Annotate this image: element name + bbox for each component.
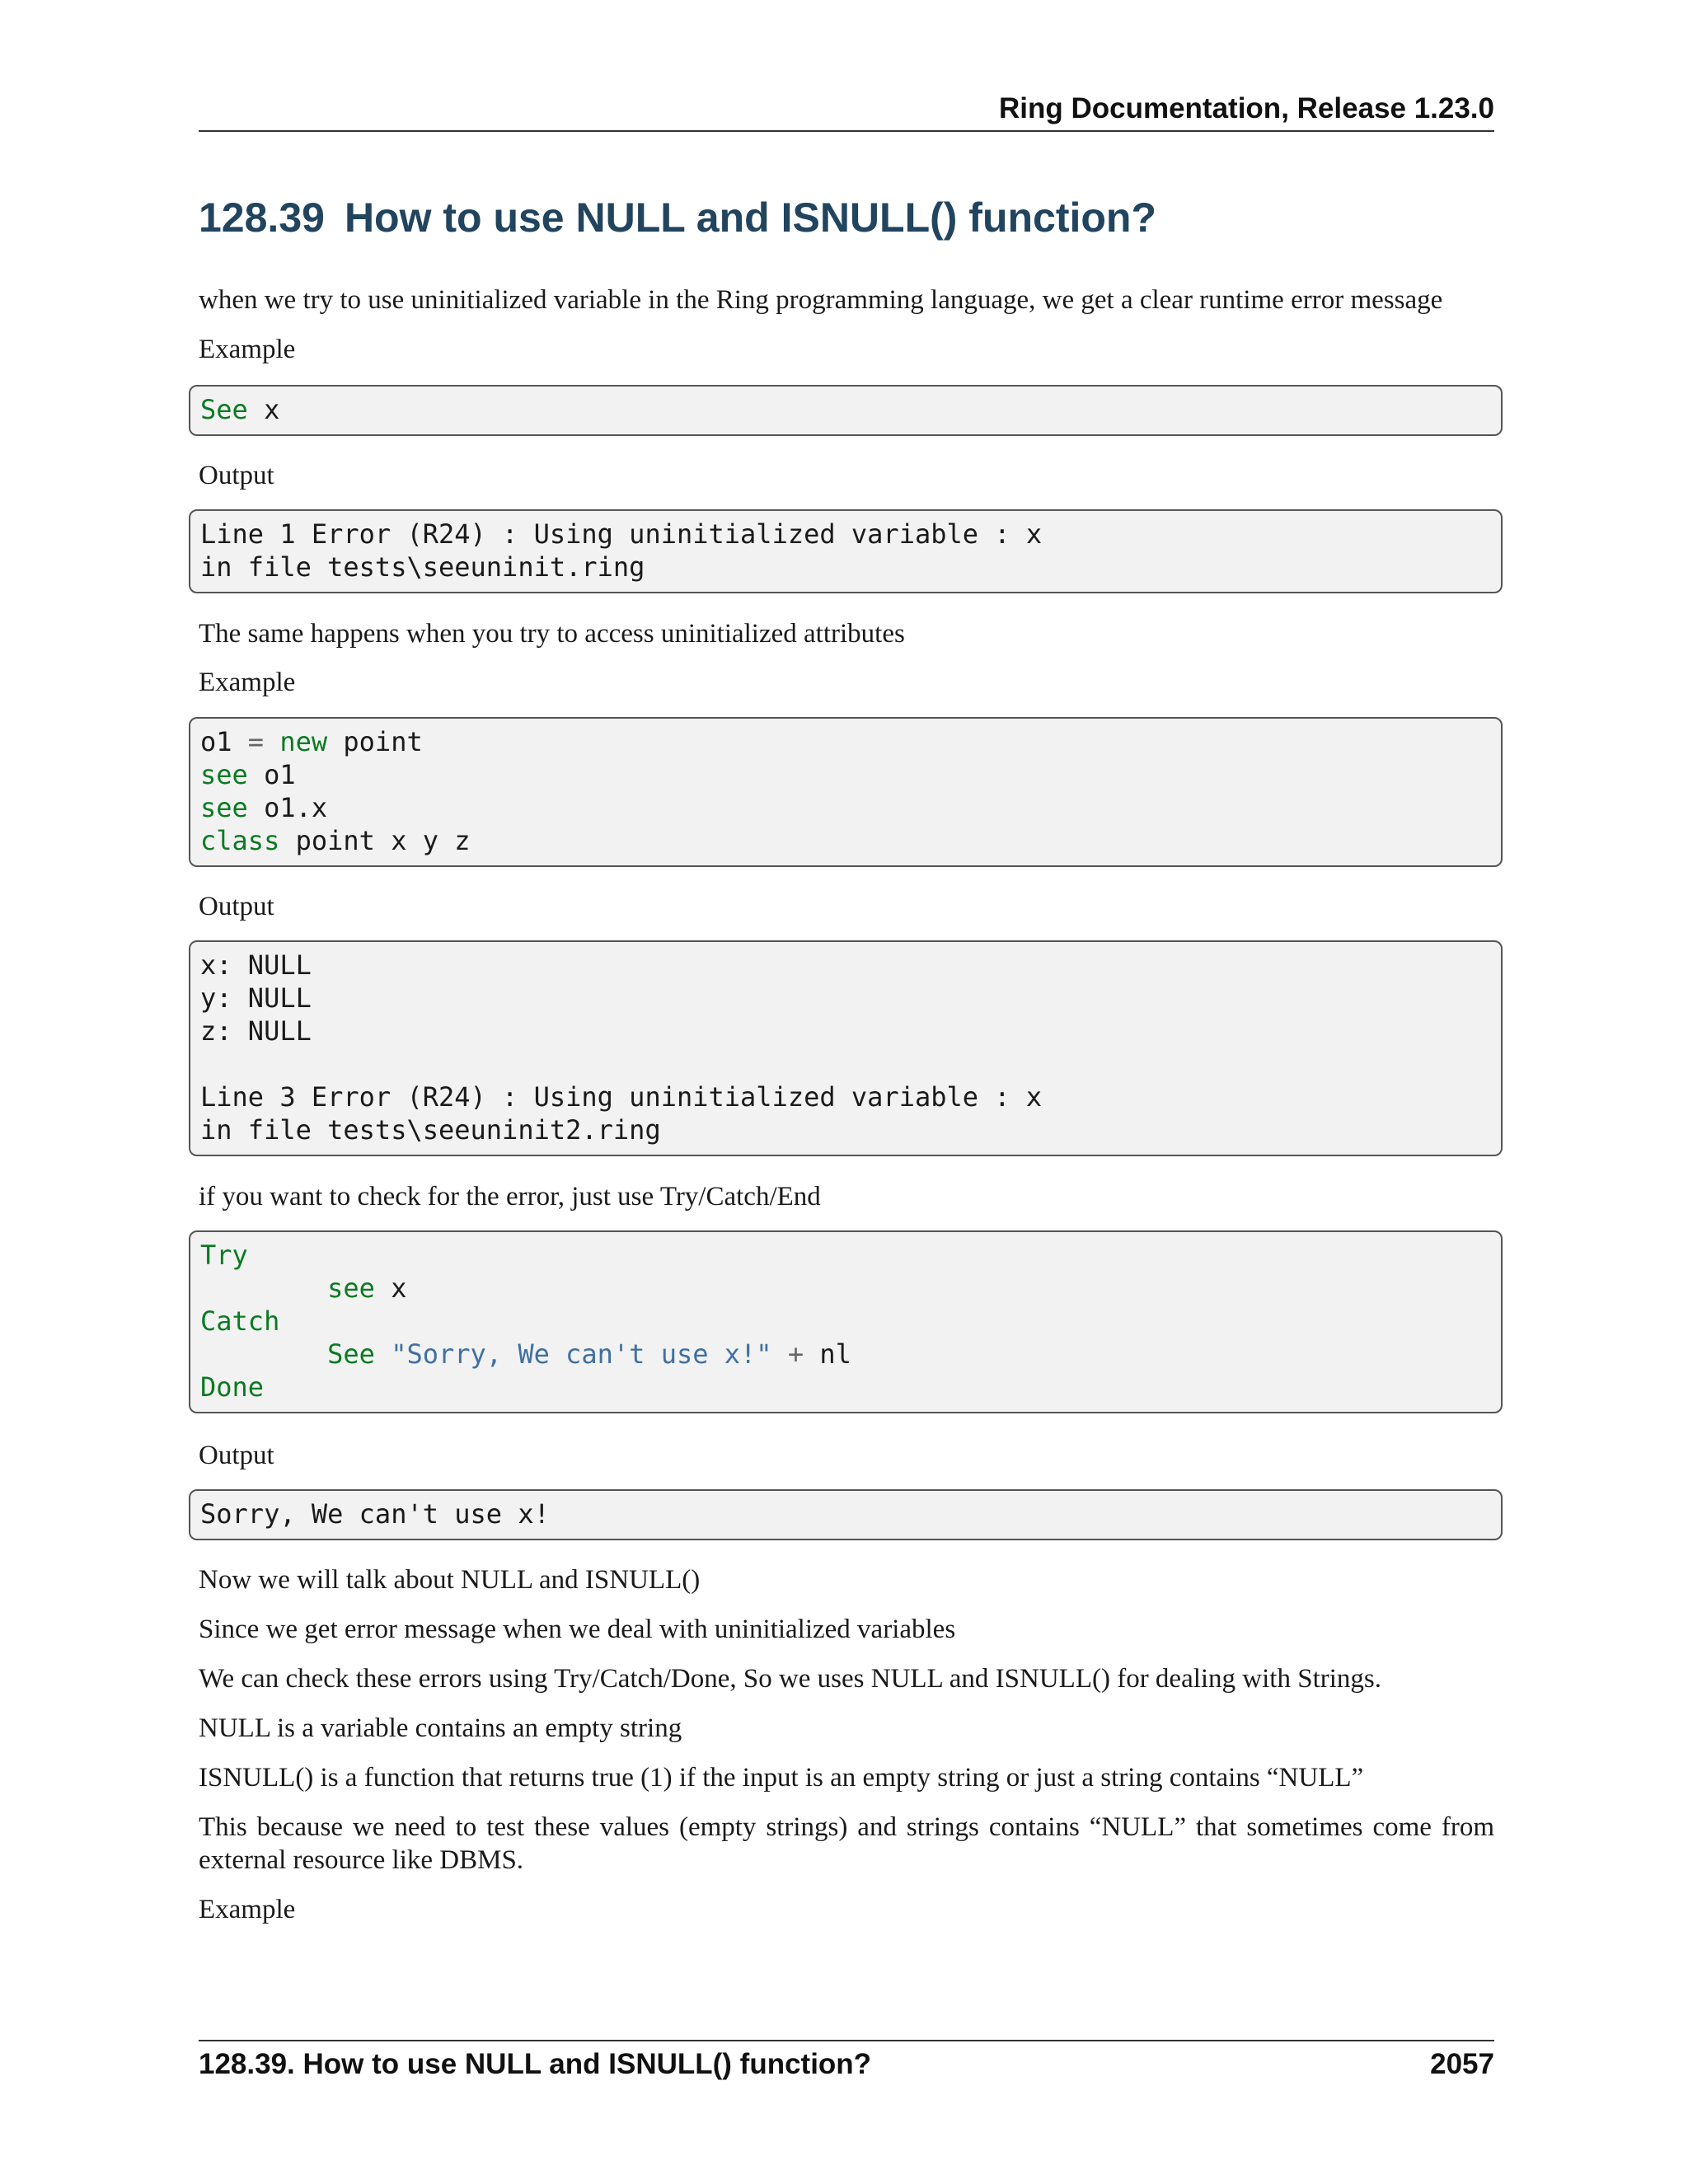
paragraph: We can check these errors using Try/Catch/Done, So we uses NULL and ISNULL() for dealing with Strings. [199, 1664, 1382, 1694]
paragraph: This because we need to test these values (empty strings) and strings contains “NULL” that sometimes come from external resource like DBMS. [199, 1812, 1494, 1875]
section-title-text: How to use NULL and ISNULL() function? [344, 194, 1157, 241]
attributes-paragraph: The same happens when you try to access uninitialized attributes [199, 619, 905, 649]
null-intro-paragraph: Now we will talk about NULL and ISNULL() [199, 1565, 701, 1595]
code-line: o1 = new point [200, 726, 423, 757]
code-line: See x [200, 394, 280, 425]
output-blank-line [200, 1047, 1501, 1080]
code-line: Done [200, 1371, 265, 1403]
output-block-sorry [189, 1489, 1503, 1540]
output-line: x: NULL [200, 949, 312, 981]
code-block-see-x [189, 385, 1503, 436]
code-line: see x [327, 1272, 407, 1304]
output-line: Line 1 Error (R24) : Using uninitialized variable : x [200, 518, 1043, 550]
code-line: Catch [200, 1305, 280, 1337]
section-heading [199, 194, 1156, 241]
example-label: Example [199, 335, 296, 364]
output-line: in file tests\seeuninit2.ring [200, 1114, 661, 1146]
output-line: in file tests\seeuninit.ring [200, 551, 645, 583]
try-catch-paragraph: if you want to check for the error, just use Try/Catch/End [199, 1182, 821, 1212]
code-block-point-class [189, 717, 1503, 867]
output-block-null-attributes [189, 940, 1503, 1156]
output-label: Output [199, 892, 274, 921]
code-block-try-catch [189, 1230, 1503, 1413]
section-number: 128.39 [199, 194, 325, 241]
code-line: see o1.x [200, 792, 328, 823]
output-line: y: NULL [200, 982, 312, 1014]
output-line: Sorry, We can't use x! [200, 1498, 550, 1530]
running-header-title: Ring Documentation, Release 1.23.0 [998, 92, 1494, 124]
output-label: Output [199, 1441, 274, 1470]
intro-paragraph: when we try to use uninitialized variable in the Ring programming language, we get a clear runtime error message [199, 285, 1443, 315]
output-label: Output [199, 461, 274, 490]
output-block-error-1 [189, 509, 1503, 593]
paragraph: ISNULL() is a function that returns true (1) if the input is an empty string or just a string contains “NULL” [199, 1763, 1364, 1793]
paragraph: Since we get error message when we deal with uninitialized variables [199, 1615, 956, 1644]
page-number: 2057 [1430, 2048, 1494, 2080]
paragraph: NULL is a variable contains an empty string [199, 1713, 682, 1743]
header-divider [199, 130, 1494, 132]
code-line: class point x y z [200, 825, 471, 856]
code-line: See "Sorry, We can't use x!" + nl [327, 1338, 851, 1370]
example-label: Example [199, 1895, 296, 1924]
code-line: Try [200, 1240, 248, 1271]
footer-divider [199, 2040, 1494, 2041]
code-line: see o1 [200, 759, 296, 790]
output-line: Line 3 Error (R24) : Using uninitialized variable : x [200, 1081, 1043, 1113]
example-label: Example [199, 668, 296, 697]
footer-section-reference: 128.39. How to use NULL and ISNULL() function? [199, 2048, 872, 2080]
output-line: z: NULL [200, 1015, 312, 1047]
